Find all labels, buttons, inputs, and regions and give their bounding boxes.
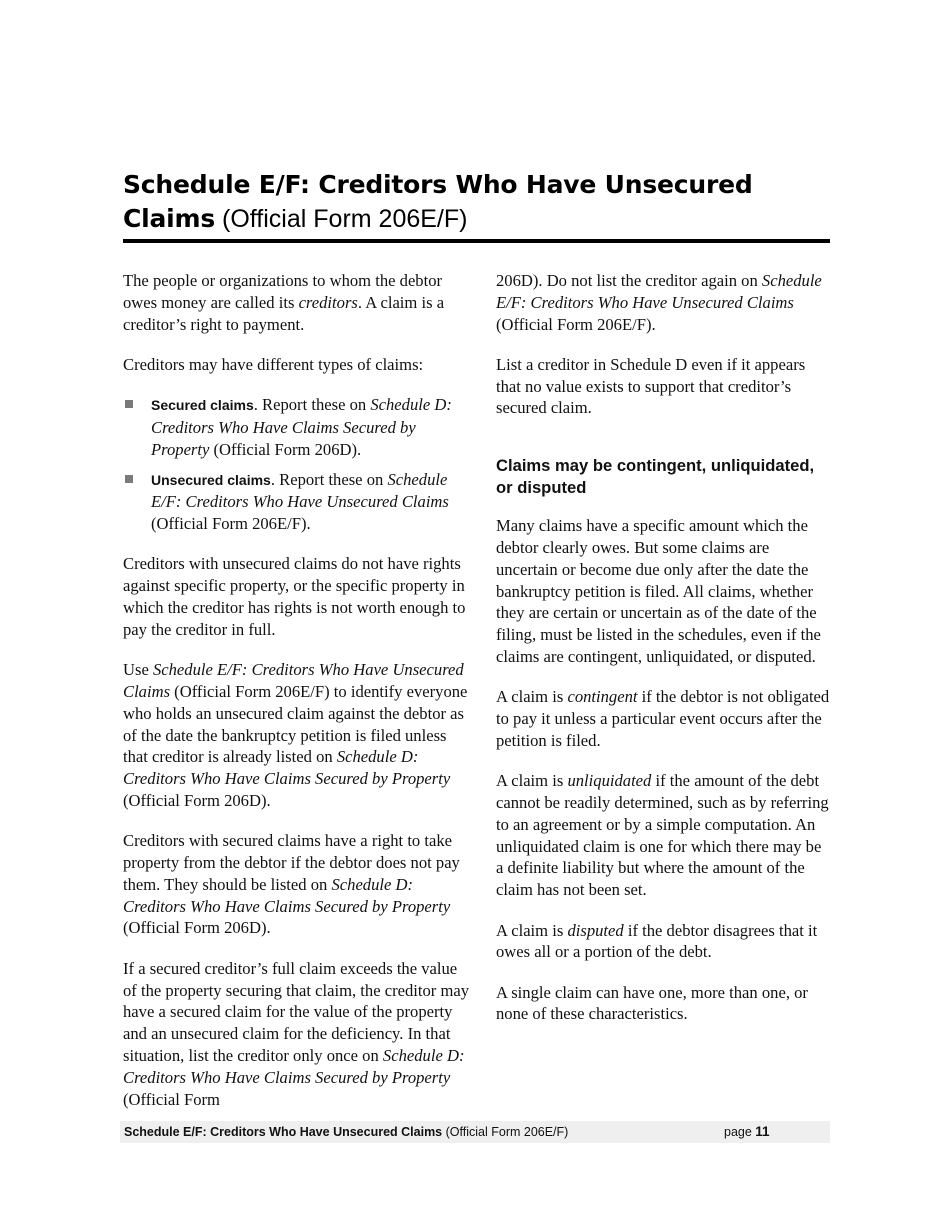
title-line-1: Schedule E/F: Creditors Who Have Unsecured <box>123 170 753 199</box>
claim-types-intro: Creditors may have different types of claims: <box>123 354 424 374</box>
list-item-unsecured-claims: Unsecured claims. Report these on Schedule E/F: Creditors Who Have Unsecured Claims (Official Form 206E/F). <box>123 469 475 535</box>
title-form-number: (Official Form 206E/F) <box>215 205 468 233</box>
specific-amount-paragraph: Many claims have a specific amount which the debtor clearly owes. But some claims are uncertain or become due only after the date the bankruptcy petition is filed. All claims, whether they are certain or uncertain as of the date of the filing, must be listed in the schedules, even if the claims are contingent, unliquidated, or disputed. <box>496 516 821 667</box>
secured-claims-label: Secured claims <box>151 397 254 414</box>
page-footer <box>120 1121 830 1143</box>
continued-paragraph: 206D). Do not list the creditor again on Schedule E/F: Creditors Who Have Unsecured Claims (Official Form 206E/F). <box>496 271 822 334</box>
title-divider <box>123 239 830 243</box>
section-heading: Claims may be contingent, unliquidated, or disputed <box>496 456 815 497</box>
unsecured-rights-paragraph: Creditors with unsecured claims do not have rights against specific property, or the specific property in which the creditor has rights is not worth enough to pay the creditor in full. <box>123 554 466 639</box>
contingent-paragraph: A claim is contingent if the debtor is not obligated to pay it unless a particular event occurs after the petition is filed. <box>496 687 830 750</box>
right-column <box>496 270 831 1025</box>
page-title <box>123 168 829 236</box>
title-line-2 <box>123 202 829 236</box>
claim-types-list <box>123 394 475 535</box>
use-schedule-ef-paragraph: Use Schedule E/F: Creditors Who Have Unsecured Claims (Official Form 206E/F) to identify everyone who holds an unsecured claim against the debtor as of the date the bankruptcy petition is filed unless that creditor is already listed on Schedule D: Creditors Who Have Claims Secured by Property (Official Form 206D). <box>123 660 468 810</box>
footer-form-title: Schedule E/F: Creditors Who Have Unsecured Claims (Official Form 206E/F) <box>124 1125 569 1139</box>
title-bold-word: Claims <box>123 204 216 233</box>
secured-claims-paragraph: Creditors with secured claims have a right to take property from the debtor if the debtor does not pay them. They should be listed on Schedule D: Creditors Who Have Claims Secured by Property (Official Form 206D). <box>123 831 460 938</box>
square-bullet-icon <box>125 400 133 408</box>
creditors-definition-paragraph: The people or organizations to whom the debtor owes money are called its creditors. A claim is a creditor’s right to payment. <box>123 271 445 334</box>
unliquidated-paragraph: A claim is unliquidated if the amount of the debt cannot be readily determined, such as by referring to an agreement or by a simple computation. An unliquidated claim is one for which there may be a definite liability but where the amount of the claim has not been set. <box>496 771 829 900</box>
characteristics-paragraph: A single claim can have one, more than one, or none of these characteristics. <box>496 982 808 1024</box>
unsecured-claims-label: Unsecured claims <box>151 471 271 488</box>
page-number: page 11 <box>724 1124 770 1139</box>
secured-exceeds-paragraph: If a secured creditor’s full claim exceeds the value of the property securing that claim, the creditor may have a secured claim for the value of the property and an unsecured claim for the deficiency. In that situation, list the creditor only once on Schedule D: Creditors Who Have Claims Secured by Property (Official Form <box>123 958 470 1109</box>
list-in-schedule-d-paragraph: List a creditor in Schedule D even if it appears that no value exists to support that creditor’s secured claim. <box>496 354 806 418</box>
left-column <box>123 270 475 1110</box>
list-item-secured-claims: Secured claims. Report these on Schedule D: Creditors Who Have Claims Secured by Property (Official Form 206D). <box>123 394 475 460</box>
disputed-paragraph: A claim is disputed if the debtor disagrees that it owes all or a portion of the debt. <box>496 920 818 962</box>
square-bullet-icon <box>125 475 133 483</box>
